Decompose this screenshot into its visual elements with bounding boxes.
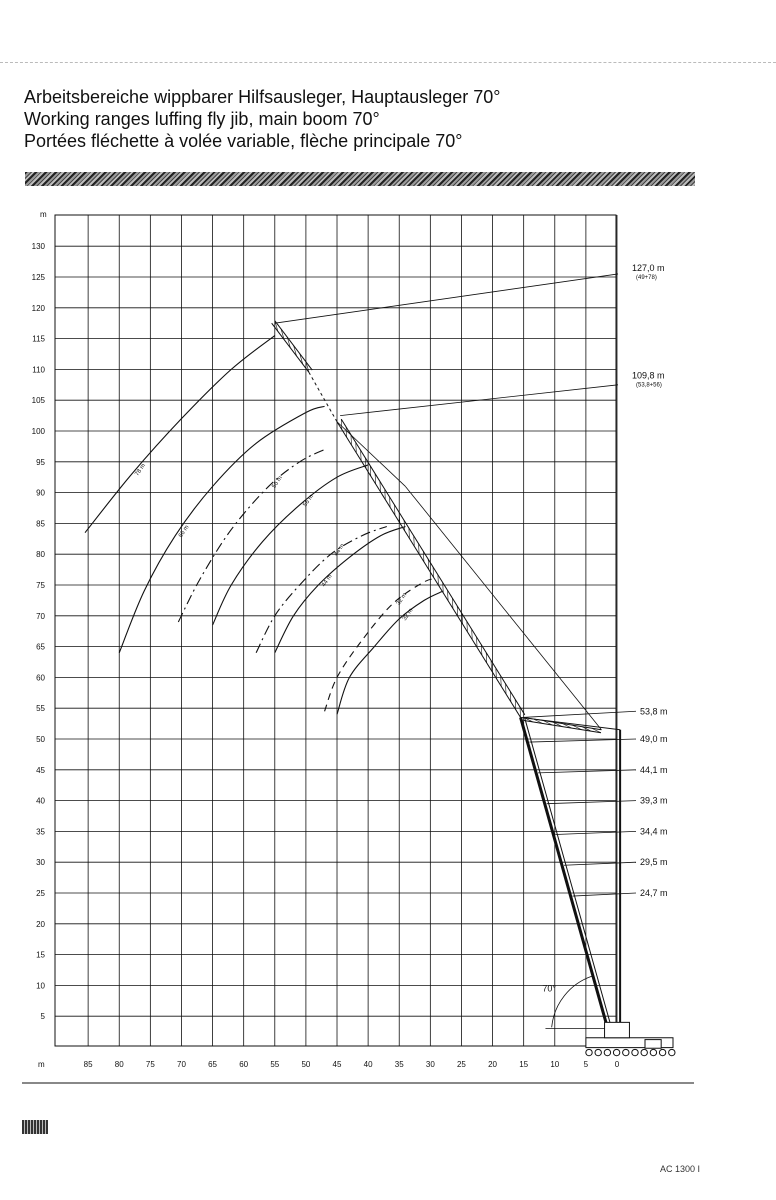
x-tick-label: 15 — [519, 1060, 529, 1069]
boom-angle-label: 70° — [542, 983, 556, 994]
y-tick-label: 110 — [32, 365, 45, 375]
jib-length-label: 44 m — [321, 573, 334, 589]
y-tick-label: 130 — [31, 242, 45, 252]
carrier-wheel — [623, 1049, 629, 1055]
x-tick-label: 40 — [363, 1060, 373, 1069]
y-tick-label: 15 — [36, 950, 45, 960]
x-tick-label: 65 — [208, 1060, 218, 1069]
y-tick-label: 65 — [36, 642, 45, 652]
main-boom-length-label: 49,0 m — [640, 734, 668, 744]
upper-jib-lattice — [275, 321, 312, 370]
jib-range-curve — [178, 449, 324, 621]
max-height-combination: (49+78) — [636, 274, 657, 281]
x-tick-label: 25 — [456, 1060, 466, 1069]
main-boom-pointer — [573, 893, 636, 896]
x-tick-label: 35 — [394, 1060, 404, 1069]
y-tick-label: 40 — [36, 796, 45, 806]
x-tick-label: 75 — [145, 1060, 155, 1069]
y-axis-unit: m — [40, 210, 47, 219]
main-boom-edge — [525, 717, 612, 1028]
y-tick-label: 5 — [40, 1012, 45, 1022]
y-tick-label: 80 — [36, 550, 45, 560]
carrier-wheel — [641, 1049, 647, 1055]
footer-code: AC 1300 I — [659, 1164, 700, 1174]
y-tick-label: 35 — [36, 827, 45, 837]
jib-length-label: 32 m — [395, 592, 409, 607]
superstructure — [605, 1022, 630, 1037]
y-tick-label: 90 — [36, 488, 45, 498]
carrier-cab — [645, 1040, 661, 1049]
main-boom-length-label: 53,8 m — [640, 706, 668, 717]
main-boom — [521, 717, 608, 1028]
main-boom-length-label: 24,7 m — [640, 888, 668, 898]
jib-length-label: 66 m — [177, 524, 191, 539]
title-german: Arbeitsbereiche wippbarer Hilfsausleger, Hauptausleger 70° — [24, 87, 501, 107]
x-tick-label: 0 — [614, 1060, 620, 1069]
fly-jib-lattice — [337, 422, 521, 718]
jib-range-curve — [325, 579, 437, 711]
carrier-wheel — [613, 1049, 619, 1055]
y-tick-label: 125 — [31, 273, 45, 282]
y-tick-label: 60 — [36, 673, 45, 683]
jib-range-curve — [85, 336, 275, 533]
max-height-combination: (53,8+56) — [636, 382, 662, 389]
carrier-wheel — [669, 1049, 675, 1055]
main-boom-pointer — [538, 770, 636, 773]
chart-grid — [55, 215, 617, 1046]
x-tick-label: 80 — [114, 1060, 124, 1069]
y-tick-label: 105 — [31, 396, 45, 406]
jib-guy — [405, 486, 601, 729]
x-axis-unit: m — [38, 1060, 45, 1069]
jib-length-label: 44 m — [333, 542, 347, 558]
pointer-127 — [275, 274, 618, 323]
y-tick-label: 50 — [36, 735, 45, 744]
manufacturer-logo — [22, 1120, 48, 1134]
main-boom-pointer — [564, 862, 636, 865]
boom-drawing — [272, 274, 620, 1029]
jib-length-label: 32 m — [401, 607, 415, 623]
y-tick-label: 25 — [36, 889, 45, 898]
y-tick-label: 70 — [36, 611, 45, 621]
main-boom-pointer — [523, 711, 636, 717]
carrier-wheel — [595, 1049, 601, 1055]
x-tick-label: 20 — [488, 1060, 498, 1069]
y-tick-label: 120 — [31, 303, 45, 313]
x-tick-label: 30 — [425, 1060, 435, 1069]
carrier-wheel — [632, 1049, 638, 1055]
jib-length-label: 56 m — [271, 475, 284, 490]
upper-jib-lattice — [272, 323, 309, 372]
main-boom-pointer — [547, 801, 636, 804]
y-tick-label: 10 — [36, 981, 45, 991]
max-height-label: 127,0 m — [632, 262, 665, 273]
y-tick-label: 30 — [36, 858, 45, 868]
x-tick-label: 55 — [270, 1060, 280, 1069]
y-tick-label: 75 — [36, 581, 45, 590]
plot-frame — [55, 215, 616, 1046]
x-tick-label: 85 — [83, 1060, 93, 1069]
main-boom-pointer — [555, 831, 636, 834]
y-tick-label: 115 — [32, 334, 45, 344]
main-boom-length-label: 44,1 m — [640, 764, 668, 775]
jib-range-curves — [85, 336, 443, 715]
y-tick-label: 55 — [36, 704, 45, 714]
x-tick-label: 60 — [239, 1060, 249, 1069]
boom-labels — [523, 263, 668, 1029]
x-tick-label: 5 — [583, 1060, 589, 1069]
y-tick-label: 20 — [36, 919, 45, 929]
x-tick-label: 10 — [550, 1060, 560, 1069]
crane-carrier — [586, 1022, 675, 1055]
carrier-wheel — [659, 1049, 665, 1055]
title-english: Working ranges luffing fly jib, main boom 70° — [24, 109, 380, 129]
main-boom-length-label: 39,3 m — [640, 795, 668, 806]
max-height-label: 109,8 m — [632, 370, 665, 381]
x-tick-label: 50 — [301, 1060, 311, 1069]
x-tick-label: 70 — [177, 1060, 186, 1069]
y-tick-label: 95 — [36, 457, 45, 467]
carrier-wheel — [650, 1049, 656, 1055]
y-tick-label: 85 — [36, 519, 45, 529]
main-boom-length-label: 34,4 m — [640, 826, 668, 837]
y-tick-label: 45 — [36, 765, 45, 775]
y-tick-label: 100 — [31, 427, 45, 436]
jib-extension — [309, 372, 337, 421]
jib-length-label: 78 m — [134, 462, 147, 478]
x-tick-label: 45 — [332, 1060, 342, 1069]
title-french: Portées fléchette à volée variable, flèche principale 70° — [24, 131, 463, 151]
jib-length-label: 56 m — [302, 493, 315, 509]
carrier-wheel — [604, 1049, 610, 1055]
carrier-wheel — [586, 1049, 592, 1055]
main-boom-length-label: 29,5 m — [640, 857, 668, 868]
